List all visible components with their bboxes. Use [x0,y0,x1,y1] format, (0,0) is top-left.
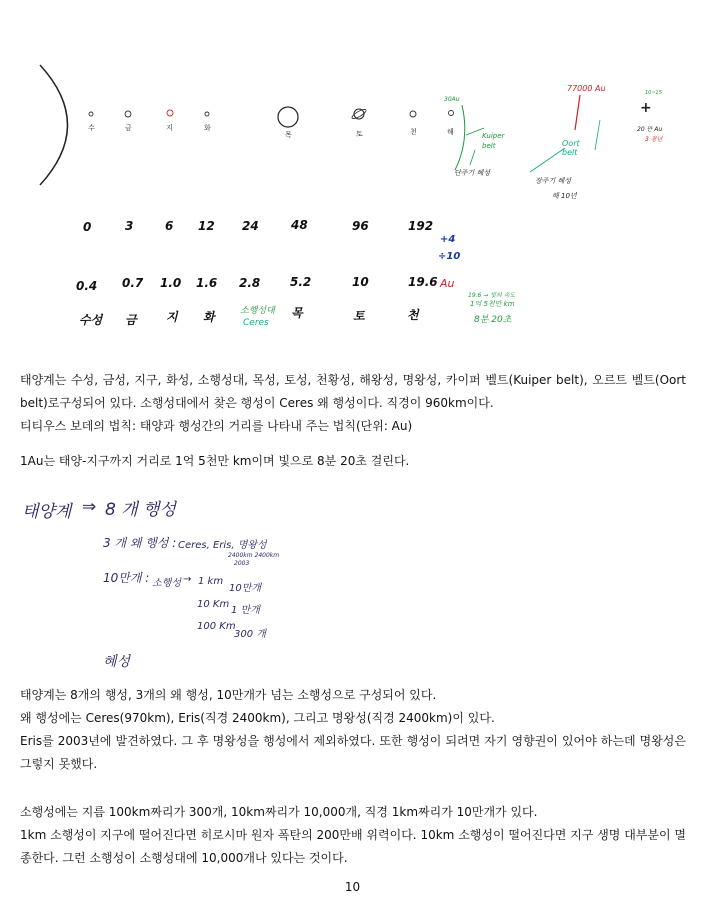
distance-6: 10 [352,275,369,289]
name-7: 천 [407,308,419,322]
sequence-0: 0 [83,220,92,234]
sequence-5: 48 [291,218,308,232]
long-comet-pointer [595,120,600,150]
planet-uranus [410,111,416,117]
planet-label-4: 목 [285,131,292,139]
au-30-label: 30Au [444,96,460,103]
paragraph-1-line-1: 티티우스 보데의 법칙: 태양과 행성간의 거리를 나타내 주는 법칙(단위: Au) [20,419,413,433]
dwarf-planets-label: 3 개 왜 행성 : [103,536,177,550]
distance-3: 1.6 [196,276,218,290]
planet-label-0: 수 [88,124,95,132]
note-line-0: 19.6 → 빛의 속도 [468,292,516,299]
handwritten-notes [0,480,705,680]
asteroid-arrow: → [183,574,192,585]
oort-line-red [575,95,580,130]
long-comet-sub-label: 해 10년 [552,192,577,200]
paragraph-1-line-0: 태양계는 수성, 금성, 지구, 화성, 소행성대, 목성, 토성, 천황성, 해왕성, 명왕성, 카이퍼 벨트(Kuiper belt), 오르트 벨트(Oort belt)로구성되어 있다. 소행성대에서 찾은 행성이 Ceres 왜 행성이다. 직경이 960km이다. [20,373,686,410]
plus-4-label: +4 [440,234,456,245]
au-77000-label: 77000 Au [567,84,606,93]
sun-arc [40,65,68,185]
saturn-ring [351,108,367,120]
paragraph-au [20,450,686,473]
notes-title: 태양계 [22,502,72,522]
asteroid-row-2-size: 10 Km [197,599,230,610]
planet-venus [125,111,131,117]
dwarf-year: 2003 [234,560,250,567]
distance-4: 2.8 [239,276,261,290]
planet-earth [167,110,173,116]
asteroid-label: 소행성 [152,578,181,589]
eight-planets: 8 개 행성 [105,500,176,520]
sequence-6: 96 [352,219,369,233]
note-line-2: 8분 20초 [474,315,512,325]
distance-7: 19.6 [408,275,438,289]
name-2: 지 [166,310,178,324]
paragraph-3-line-0: 태양계는 8개의 행성, 3개의 왜 행성, 10만개가 넘는 소행성으로 구성되어 있다. [20,688,437,702]
planet-label-5: 토 [356,130,363,138]
oort-belt-label: Oort belt [562,139,580,157]
oort-arrow [530,148,565,172]
sequence-2: 6 [165,219,174,233]
au-right-mid-label: 20 만 Au [637,126,663,133]
planet-label-1: 금 [125,124,132,132]
paragraph-4-line-1: 1km 소행성이 지구에 떨어진다면 히로시마 원자 폭탄의 200만배 위력이다. 10km 소행성이 떨어진다면 지구 생명 대부분이 멸종한다. 그런 소행성이 소행성대에 10,000개나 있다는 것이다. [20,828,686,865]
sequence-4: 24 [242,219,259,233]
solar-system-figure [0,0,705,340]
paragraph-4-line-0: 소행성에는 지름 100km짜리가 300개, 10km짜리가 10,000개, 직경 1km짜리가 10만개가 있다. [20,805,538,819]
far-star-icon: + [640,100,652,116]
planet-neptune [449,111,454,116]
paragraph-2-line: 1Au는 태양-지구까지 거리로 1억 5천만 km이며 빛으로 8분 20초 걸린다. [20,454,410,468]
ceres-label: Ceres [243,318,269,328]
kuiper-belt-label: Kuiper belt [482,132,505,150]
kuiper-curve [455,105,465,170]
distance-0: 0.4 [76,279,98,293]
asteroid-count: 10만개 : [103,571,150,585]
paragraph-solar-system [20,369,686,438]
dwarf-planet-sizes: 2400km 2400km [228,552,280,559]
asteroid-row-1-count: 10만개 [229,583,262,594]
planet-mercury [89,112,93,116]
paragraph-3-line-2: Eris를 2003년에 발견하였다. 그 후 명왕성을 행성에서 제외하였다. 또한 행성이 되려면 자기 영향권이 있어야 하는데 명왕성은 그렇지 못했다. [20,734,686,771]
asteroid-row-2-count: 1 만개 [231,605,260,616]
name-4: 소행성대 [240,306,275,316]
planet-label-6: 천 [410,128,417,136]
paragraph-dwarf-planets [20,684,686,776]
sequence-1: 3 [125,219,134,233]
dwarf-planets-names: Ceres, Eris, 명왕성 [178,540,267,551]
notes-arrow: ⇒ [82,497,97,517]
page-number: 10 [344,880,361,894]
name-5: 목 [291,306,303,320]
long-comet-label: 장주기 혜성 [535,177,572,185]
distance-1: 0.7 [122,276,144,290]
planet-jupiter [278,107,298,127]
name-1: 금 [125,313,137,327]
au-right-top-label: 10~15 [645,90,662,96]
name-3: 화 [203,310,215,324]
au-unit-label: Au [440,277,455,290]
solar-system-drawing [0,0,705,340]
planet-label-7: 해 [447,128,454,136]
planet-saturn [354,109,364,119]
comet-label: 혜성 [103,654,131,670]
short-comet-label: 단주기 혜성 [454,169,491,177]
planet-mars [205,112,209,116]
paragraph-asteroids [20,801,686,870]
distance-5: 5.2 [290,275,312,289]
note-line-1: 1억 5천만 km [470,300,515,308]
planet-label-3: 화 [204,124,211,132]
distance-2: 1.0 [160,276,182,290]
sequence-7: 192 [408,219,434,233]
div-10-label: ÷10 [438,251,461,262]
planet-label-2: 지 [166,124,173,132]
asteroid-row-3-size: 100 Km [197,621,236,632]
asteroid-row-3-count: 300 개 [234,629,266,640]
asteroid-row-1-size: 1 km [198,576,224,587]
short-comet-pointer [470,150,475,165]
au-right-bottom-label: 3 광년 [645,136,663,143]
paragraph-3-line-1: 왜 행성에는 Ceres(970km), Eris(직경 2400km), 그리고 명왕성(직경 2400km)이 있다. [20,711,495,725]
name-6: 토 [353,309,365,323]
name-0: 수성 [79,313,103,327]
sequence-3: 12 [198,219,215,233]
